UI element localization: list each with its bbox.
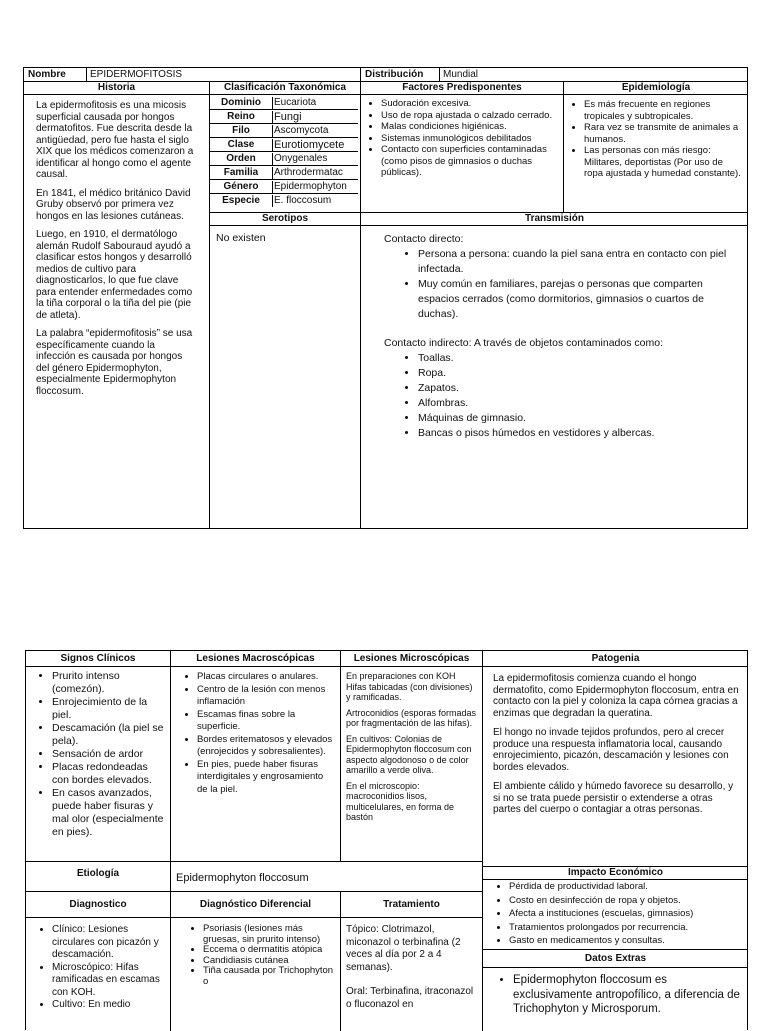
factores-header: Factores Predisponentes: [361, 82, 564, 95]
list-item: • Escamas finas sobre la superficie.: [197, 709, 334, 734]
tratamiento-header: Tratamiento: [341, 892, 483, 918]
impacto-list: [493, 880, 744, 948]
macro-list: [181, 671, 334, 796]
taxonomia-row: [210, 111, 358, 124]
list-item: • Alfombras.: [418, 396, 728, 411]
diferencial-cell: [171, 918, 341, 1031]
taxonomia-cell: [210, 95, 361, 213]
list-item: • Microscópico: Hifas ramificadas en escamas con KOH.: [52, 962, 166, 1000]
list-item: • Placas circulares o anulares.: [197, 671, 334, 684]
taxonomia-label: Filo: [210, 125, 273, 137]
list-item: • Psoriasis (lesiones más gruesas, sin prurito intenso): [203, 924, 336, 945]
list-item: • Persona a persona: cuando la piel sana entra en contacto con piel infectada.: [418, 247, 728, 277]
contacto-indirecto-list: [384, 351, 728, 441]
factores-list: [365, 98, 559, 179]
taxonomia-value: Fungi: [274, 111, 302, 123]
list-item: • Descamación (la piel se pela).: [52, 722, 166, 748]
list-item: • Sistemas inmunológicos debilitados: [381, 133, 559, 145]
patogenia-paragraph: El hongo no invade tejidos profundos, pero al crecer produce una respuesta inflamatoria local, causando enrojecimiento, picazón, descamación y lesiones con bordes elevados.: [493, 727, 729, 773]
taxonomia-value: Eurotiomycete: [274, 139, 345, 151]
taxonomia-label: Familia: [210, 167, 273, 179]
transmision-cell: [361, 226, 748, 529]
list-item: • Bancas o pisos húmedos en vestidores y albercas.: [418, 426, 728, 441]
top-table: [23, 67, 748, 529]
micro-paragraph: En el microscopio: macroconidios lisos, multicelulares, en forma de bastón: [346, 780, 455, 822]
list-item: • Clínico: Lesiones circulares con picazón y descamación.: [52, 924, 166, 962]
list-item: • Las personas con más riesgo: Militares, deportistas (Por uso de ropa ajustada y humedad constante).: [584, 145, 742, 180]
list-item: • Costo en desinfección de ropa y objetos.: [509, 894, 744, 908]
clasificacion-header: Clasificación Taxonómica: [210, 82, 361, 95]
signos-cell: [26, 667, 171, 862]
list-item: • Máquinas de gimnasio.: [418, 411, 728, 426]
etiologia-header: Etiología: [26, 862, 171, 892]
taxonomia-row: [210, 181, 358, 194]
list-item: • Sudoración excesiva.: [381, 98, 559, 110]
list-item: • Malas condiciones higiénicas.: [381, 121, 559, 133]
list-item: • Muy común en familiares, parejas o personas que comparten espacios cerrados (como dormitorios, gimnasios o cuartos de duchas).: [418, 277, 728, 322]
list-item: • Uso de ropa ajustada o calzado cerrado.: [381, 110, 559, 122]
datos-header: Datos Extras: [483, 950, 748, 968]
impacto-cell: [483, 880, 748, 950]
list-item: • Pérdida de productividad laboral.: [509, 880, 744, 894]
taxonomia-label: Reino: [210, 111, 273, 123]
taxonomia-row: [210, 97, 358, 110]
historia-paragraph: La epidermofitosis es una micosis superficial causada por hongos dermatofitos. Fue descrita desde la antigüedad, pero fue hasta el siglo XIX que los médicos comenzaron a identificar al hongo como el agente causal.: [36, 100, 194, 180]
factores-cell: [361, 95, 564, 213]
epidemiologia-header: Epidemiología: [564, 82, 748, 95]
taxonomia-value: Eucariota: [274, 97, 317, 108]
micro-header: Lesiones Microscópicas: [341, 651, 483, 667]
list-item: • Enrojecimiento de la piel.: [52, 696, 166, 722]
taxonomia-row: [210, 153, 358, 166]
bottom-table: [25, 650, 748, 1030]
contacto-directo-label: Contacto directo:: [384, 233, 464, 245]
diferencial-list: [183, 924, 336, 987]
taxonomia-label: Dominio: [210, 97, 273, 109]
macro-cell: [171, 667, 341, 862]
list-item: • Sensación de ardor: [52, 748, 166, 761]
list-item: • Es más frecuente en regiones tropicales y subtropicales.: [584, 99, 742, 122]
diagnostico-list: [36, 924, 166, 1012]
tratamiento-cell: [341, 918, 483, 1031]
historia-cell: [24, 95, 210, 529]
list-item: • Zapatos.: [418, 381, 728, 396]
historia-paragraph: La palabra “epidermofitosis” se usa específicamente cuando la infección es causada por hongos del género Epidermophyton, especialmente Epidermophyton floccosum.: [36, 328, 193, 397]
list-item: • Centro de la lesión con menos inflamación: [197, 684, 334, 709]
list-item: • Tratamientos prolongados por recurrencia.: [509, 921, 744, 935]
patogenia-paragraph: El ambiente cálido y húmedo favorece su desarrollo, y si no se trata puede persistir o extenderse a otras partes del cuerpo o contagiar a otras personas.: [493, 781, 734, 815]
micro-paragraph: En cultivos: Colonias de Epidermophyton floccosum con aspecto algodonoso o de color amarillo a verde oliva.: [346, 733, 472, 775]
taxonomia-value: Onygenales: [274, 153, 328, 164]
impacto-header: Impacto Económico: [483, 867, 748, 880]
distribucion-label: Distribución: [361, 68, 440, 82]
list-item: • Epidermophyton floccosum es exclusivamente antropofílico, a diferencia de Trichophyton y Microsporum.: [513, 973, 742, 1017]
transmision-header: Transmisión: [361, 213, 748, 226]
list-item: • Eccema o dermatitis atópica: [203, 945, 336, 956]
list-item: • En pies, puede haber fisuras interdigitales y engrosamiento de la piel.: [197, 759, 334, 797]
taxonomia-row: [210, 167, 358, 180]
historia-paragraph: Luego, en 1910, el dermatólogo alemán Rudolf Sabouraud ayudó a clasificar estos hongos y desarrolló medios de cultivo para diagnosticarlos, lo que fue clave para entender enfermedades como la tiña corporal o la tiña del pie (pie de atleta).: [36, 229, 193, 321]
taxonomia-row: [210, 195, 358, 208]
distribucion-value: Mundial: [440, 68, 748, 82]
taxonomia-value: Arthrodermatac: [274, 167, 343, 178]
patogenia-header: Patogenia: [483, 651, 748, 667]
list-item: • Placas redondeadas con bordes elevados.: [52, 761, 166, 787]
list-item: • Toallas.: [418, 351, 728, 366]
tratamiento-paragraph: Oral: Terbinafina, itraconazol o fluconazol en: [346, 986, 474, 1010]
micro-paragraph: En preparaciones con KOH Hifas tabicadas (con divisiones) y ramificadas.: [346, 671, 473, 702]
signos-header: Signos Clínicos: [26, 651, 171, 667]
diagnostico-cell: [26, 918, 171, 1031]
datos-cell: [483, 968, 748, 1031]
epidemiologia-cell: [564, 95, 748, 213]
list-item: • En casos avanzados, puede haber fisuras y mal olor (especialmente en pies).: [52, 787, 166, 839]
historia-header: Historia: [24, 82, 210, 95]
list-item: • Prurito intenso (comezón).: [52, 670, 166, 696]
list-item: • Ropa.: [418, 366, 728, 381]
diagnostico-header: Diagnostico: [26, 892, 171, 918]
taxonomia-label: Orden: [210, 153, 273, 165]
etiologia-cell: [171, 862, 483, 892]
contacto-indirecto-label: Contacto indirecto: A través de objetos contaminados como:: [384, 337, 663, 349]
macro-header: Lesiones Macroscópicas: [171, 651, 341, 667]
list-item: • Tiña causada por Trichophyton o: [203, 966, 336, 987]
tratamiento-paragraph: Tópico: Clotrimazol, miconazol o terbinafina (2 veces al día por 2 a 4 semanas).: [346, 924, 461, 973]
taxonomia-value: Epidermophyton: [274, 181, 347, 192]
contacto-directo-list: [384, 247, 728, 322]
nombre-value: EPIDERMOFITOSIS: [87, 68, 361, 82]
list-item: • Cultivo: En medio: [52, 999, 166, 1012]
list-item: • Bordes eritematosos y elevados (enrojecidos y sobresalientes).: [197, 734, 334, 759]
list-item: • Contacto con superficies contaminadas (como pisos de gimnasios o duchas públicas).: [381, 144, 559, 179]
micro-cell: [341, 667, 483, 862]
micro-paragraph: Artroconidios (esporas formadas por fragmentación de las hifas).: [346, 707, 477, 728]
signos-list: [36, 670, 166, 839]
list-item: • Afecta a instituciones (escuelas, gimnasios): [509, 907, 744, 921]
list-item: • Candidiasis cutánea: [203, 956, 336, 967]
serotipos-cell: [210, 226, 361, 529]
datos-list: [493, 973, 742, 1017]
list-item: • Rara vez se transmite de animales a humanos.: [584, 122, 742, 145]
list-item: • Gasto en medicamentos y consultas.: [509, 934, 744, 948]
epidemiologia-list: [568, 99, 742, 180]
patogenia-paragraph: La epidermofitosis comienza cuando el hongo dermatofito, como Epidermophyton floccosum, entra en contacto con la piel y coloniza la capa córnea gracias a enzimas que degradan la queratina.: [493, 673, 739, 719]
taxonomia-label: Especie: [210, 195, 273, 207]
nombre-label: Nombre: [24, 68, 87, 82]
taxonomia-label: Género: [210, 181, 273, 193]
historia-paragraph: En 1841, el médico británico David Gruby observó por primera vez hongos en las lesiones cutáneas.: [36, 187, 191, 222]
serotipos-header: Serotipos: [210, 213, 361, 226]
patogenia-cell: [483, 667, 748, 867]
diferencial-header: Diagnóstico Diferencial: [171, 892, 341, 918]
etiologia-value: Epidermophyton floccosum: [176, 872, 309, 884]
taxonomia-row: [210, 139, 358, 152]
taxonomia-row: [210, 125, 358, 138]
serotipos-value: No existen: [216, 232, 266, 244]
taxonomia-label: Clase: [210, 139, 273, 151]
taxonomia-value: E. floccosum: [274, 195, 332, 206]
taxonomia-value: Ascomycota: [274, 125, 329, 136]
